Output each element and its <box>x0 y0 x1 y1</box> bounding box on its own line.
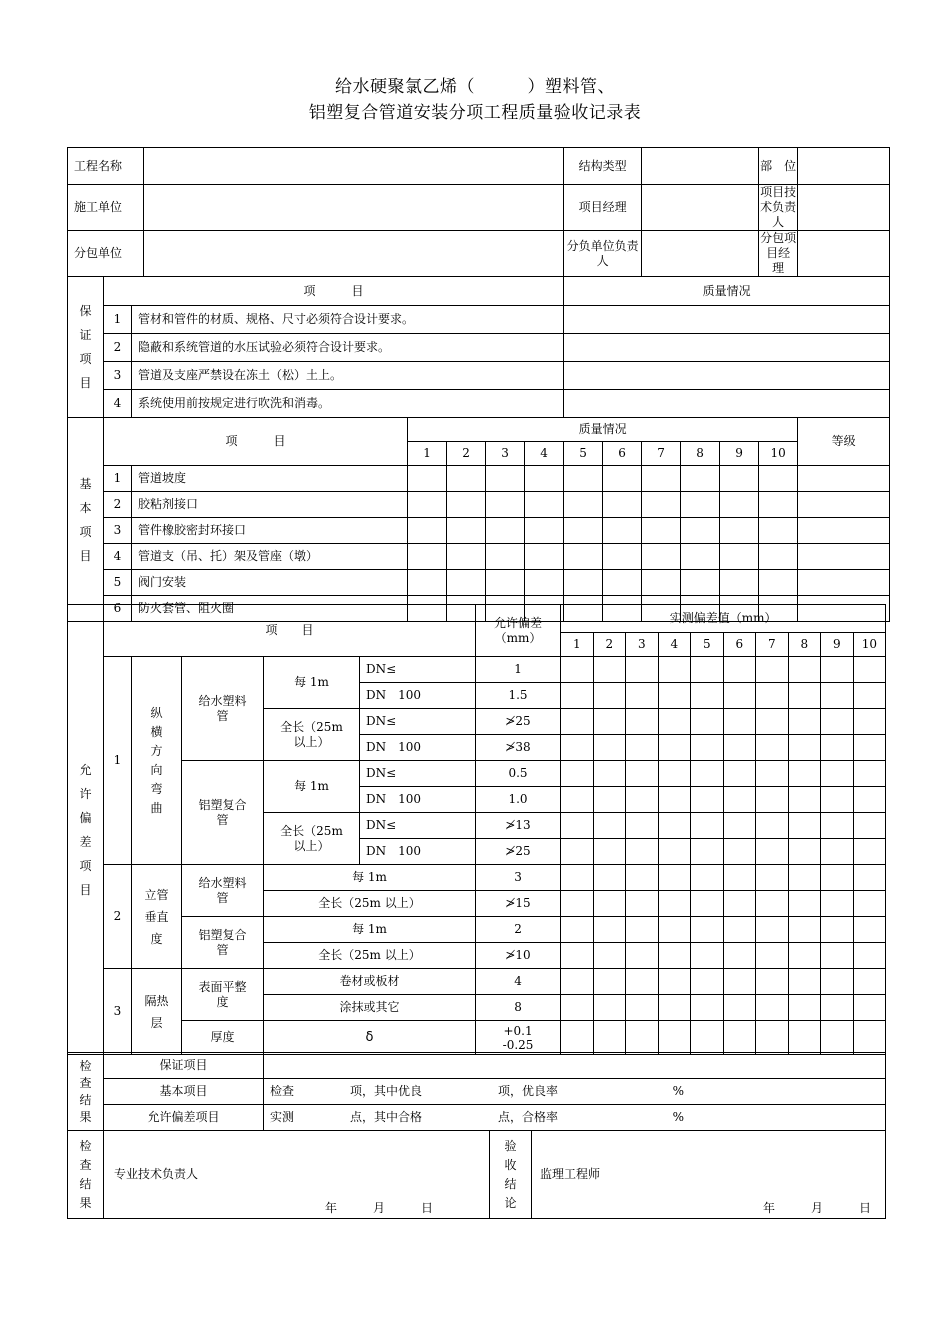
per-meter-label: 每 1m <box>264 865 476 891</box>
paint-other-label: 涂抹或其它 <box>264 995 476 1021</box>
guarantee-item-no: 1 <box>104 306 132 334</box>
results-guarantee-value[interactable] <box>264 1053 886 1079</box>
subcontractor-value[interactable] <box>144 231 564 277</box>
guarantee-item-text: 系统使用前按规定进行吹洗和消毒。 <box>132 390 564 418</box>
deviation-col-header: 1 <box>561 633 594 657</box>
title-line-2: 铝塑复合管道安装分项工程质量验收记录表 <box>308 103 642 123</box>
basic-col-header: 4 <box>525 442 564 466</box>
subcontractor-label: 分包单位 <box>68 231 144 277</box>
al-pipe-label: 铝塑复合管 <box>182 761 264 865</box>
deviation-group-no: 2 <box>104 865 132 969</box>
basic-item-text: 防火套管、阻火圈 <box>132 596 408 622</box>
supervisor-date: 年 月 日 <box>763 1201 872 1215</box>
basic-col-header: 2 <box>447 442 486 466</box>
guarantee-section-label: 保证项目 <box>68 277 104 418</box>
project-manager-label: 项目经理 <box>564 185 642 231</box>
deviation-col-header: 5 <box>691 633 724 657</box>
header-table <box>67 147 890 622</box>
basic-col-header: 6 <box>603 442 642 466</box>
deviation-col-header: 8 <box>788 633 821 657</box>
basic-item-text: 管道坡度 <box>132 466 408 492</box>
deviation-col-header: 3 <box>626 633 659 657</box>
tech-lead-label: 专业技术负责人 <box>114 1167 199 1181</box>
basic-item-no: 3 <box>104 518 132 544</box>
per-meter-label: 每 1m <box>264 657 360 709</box>
deviation-col-header: 6 <box>723 633 756 657</box>
basic-item-no: 2 <box>104 492 132 518</box>
guarantee-item-text: 管道及支座严禁设在冻土（松）土上。 <box>132 362 564 390</box>
deviation-group-name: 立管垂直度 <box>132 865 182 969</box>
dn-100-label: DN 100 <box>360 839 476 865</box>
basic-section-label: 基本项目 <box>68 418 104 622</box>
surface-flatness-label: 表面平整度 <box>182 969 264 1021</box>
allow-value: ≯25 <box>476 709 561 735</box>
sub-unit-lead-label: 分负单位负责人 <box>564 231 642 277</box>
allow-value: ≯10 <box>476 943 561 969</box>
allow-value: 4 <box>476 969 561 995</box>
deviation-group-name: 纵横方向弯曲 <box>132 657 182 865</box>
thickness-label: 厚度 <box>182 1021 264 1055</box>
dn-100-label: DN 100 <box>360 683 476 709</box>
structure-type-value[interactable] <box>642 148 759 185</box>
results-guarantee-label: 保证项目 <box>104 1053 264 1079</box>
structure-type-label: 结构类型 <box>564 148 642 185</box>
dn-le-label: DN≤ <box>360 657 476 683</box>
results-section-label: 检查结果 <box>68 1053 104 1131</box>
deviation-group-no: 3 <box>104 969 132 1055</box>
deviation-section-label: 允许偏差项目 <box>68 605 104 1055</box>
allow-value: 2 <box>476 917 561 943</box>
basic-item-header: 项 目 <box>104 418 408 466</box>
deviation-table <box>67 604 886 1055</box>
signoff-left-label: 检查结果 <box>68 1131 104 1219</box>
sub-project-manager-label: 分包项目经 理 <box>760 231 803 275</box>
allow-value: 0.5 <box>476 761 561 787</box>
thickness-tolerance: +0.1 -0.25 <box>476 1021 561 1055</box>
allow-value: 1.5 <box>476 683 561 709</box>
allow-value: ≯38 <box>476 735 561 761</box>
dn-le-label: DN≤ <box>360 709 476 735</box>
full-length-label: 全长（25m 以上） <box>264 891 476 917</box>
basic-row-5 <box>68 570 890 596</box>
results-table <box>67 1052 886 1219</box>
allow-value: ≯15 <box>476 891 561 917</box>
project-name-label: 工程名称 <box>68 148 144 185</box>
allow-value: 1 <box>476 657 561 683</box>
deviation-col-header: 7 <box>756 633 789 657</box>
guarantee-item-text: 隐蔽和系统管道的水压试验必须符合设计要求。 <box>132 334 564 362</box>
guarantee-quality-cell[interactable] <box>564 334 890 362</box>
allow-value: 1.0 <box>476 787 561 813</box>
construction-unit-label: 施工单位 <box>68 185 144 231</box>
basic-grade-header: 等级 <box>798 418 890 466</box>
basic-item-no: 4 <box>104 544 132 570</box>
tech-lead-date: 年 月 日 <box>324 1201 433 1215</box>
dn-100-label: DN 100 <box>360 735 476 761</box>
basic-item-no: 5 <box>104 570 132 596</box>
construction-unit-value[interactable] <box>144 185 564 231</box>
results-deviation-value[interactable]: 实测 点，其中合格 点，合格率 % <box>264 1105 886 1131</box>
basic-item-no: 6 <box>104 596 132 622</box>
allow-value: ≯13 <box>476 813 561 839</box>
results-deviation-label: 允许偏差项目 <box>104 1105 264 1131</box>
tech-lead-value[interactable] <box>798 185 890 231</box>
guarantee-quality-cell[interactable] <box>564 306 890 334</box>
al-pipe-label: 铝塑复合管 <box>182 917 264 969</box>
guarantee-quality-cell[interactable] <box>564 390 890 418</box>
basic-col-header: 3 <box>486 442 525 466</box>
allow-value: ≯25 <box>476 839 561 865</box>
basic-col-header: 9 <box>720 442 759 466</box>
deviation-group-name: 隔热层 <box>132 969 182 1055</box>
full-length-label: 全长（25m 以上） <box>264 943 476 969</box>
signoff-supervisor[interactable] <box>532 1131 886 1219</box>
delta-symbol: δ <box>264 1021 476 1055</box>
deviation-col-header: 10 <box>853 633 886 657</box>
basic-item-no: 1 <box>104 466 132 492</box>
per-meter-label: 每 1m <box>264 761 360 813</box>
full-length-label: 全长（25m以上） <box>264 709 360 761</box>
location-value[interactable] <box>798 148 890 185</box>
pvc-pipe-label: 给水塑料管 <box>182 865 264 917</box>
guarantee-quality-header: 质量情况 <box>564 277 890 306</box>
guarantee-item-no: 3 <box>104 362 132 390</box>
basic-quality-header: 质量情况 <box>408 418 798 442</box>
deviation-col-header: 2 <box>593 633 626 657</box>
basic-col-header: 7 <box>642 442 681 466</box>
basic-col-header: 1 <box>408 442 447 466</box>
dn-le-label: DN≤ <box>360 761 476 787</box>
full-length-label: 全长（25m以上） <box>264 813 360 865</box>
supervisor-label: 监理工程师 <box>540 1167 601 1181</box>
results-basic-label: 基本项目 <box>104 1079 264 1105</box>
tech-lead-label: 项目技术负责人 <box>760 185 797 229</box>
dn-le-label: DN≤ <box>360 813 476 839</box>
title-line-1: 给水硬聚氯乙烯（ ）塑料管、 <box>335 77 615 97</box>
basic-item-text: 胶粘剂接口 <box>132 492 408 518</box>
allow-value: 8 <box>476 995 561 1021</box>
location-label: 部 位 <box>759 148 798 185</box>
deviation-group-no: 1 <box>104 657 132 865</box>
allow-value: 3 <box>476 865 561 891</box>
basic-row-2 <box>68 492 890 518</box>
project-name-value[interactable] <box>144 148 564 185</box>
basic-row-4 <box>68 544 890 570</box>
guarantee-item-header: 项 目 <box>104 277 564 306</box>
deviation-allow-header: 允许偏差（mm） <box>476 605 561 657</box>
basic-col-header: 10 <box>759 442 798 466</box>
guarantee-item-text: 管材和管件的材质、规格、尺寸必须符合设计要求。 <box>132 306 564 334</box>
basic-row-3 <box>68 518 890 544</box>
pvc-pipe-label: 给水塑料管 <box>182 657 264 761</box>
basic-col-header: 8 <box>681 442 720 466</box>
roll-sheet-label: 卷材或板材 <box>264 969 476 995</box>
basic-item-text: 管道支（吊、托）架及管座（墩） <box>132 544 408 570</box>
basic-row-1 <box>68 466 890 492</box>
deviation-measured-header: 实测偏差值（mm） <box>561 605 886 633</box>
per-meter-label: 每 1m <box>264 917 476 943</box>
basic-col-header: 5 <box>564 442 603 466</box>
guarantee-item-no: 4 <box>104 390 132 418</box>
sub-unit-lead-value[interactable] <box>642 231 759 277</box>
results-basic-value[interactable]: 检查 项，其中优良 项，优良率 % <box>264 1079 886 1105</box>
guarantee-item-no: 2 <box>104 334 132 362</box>
dn-100-label: DN 100 <box>360 787 476 813</box>
signoff-right-label: 验收结论 <box>490 1131 532 1219</box>
signoff-tech-lead[interactable] <box>104 1131 490 1219</box>
deviation-item-header: 项 目 <box>104 605 476 657</box>
basic-item-text: 阀门安装 <box>132 570 408 596</box>
guarantee-quality-cell[interactable] <box>564 362 890 390</box>
project-manager-value[interactable] <box>642 185 759 231</box>
deviation-col-header: 9 <box>821 633 854 657</box>
deviation-col-header: 4 <box>658 633 691 657</box>
basic-item-text: 管件橡胶密封环接口 <box>132 518 408 544</box>
sub-project-manager-value[interactable] <box>798 231 890 277</box>
